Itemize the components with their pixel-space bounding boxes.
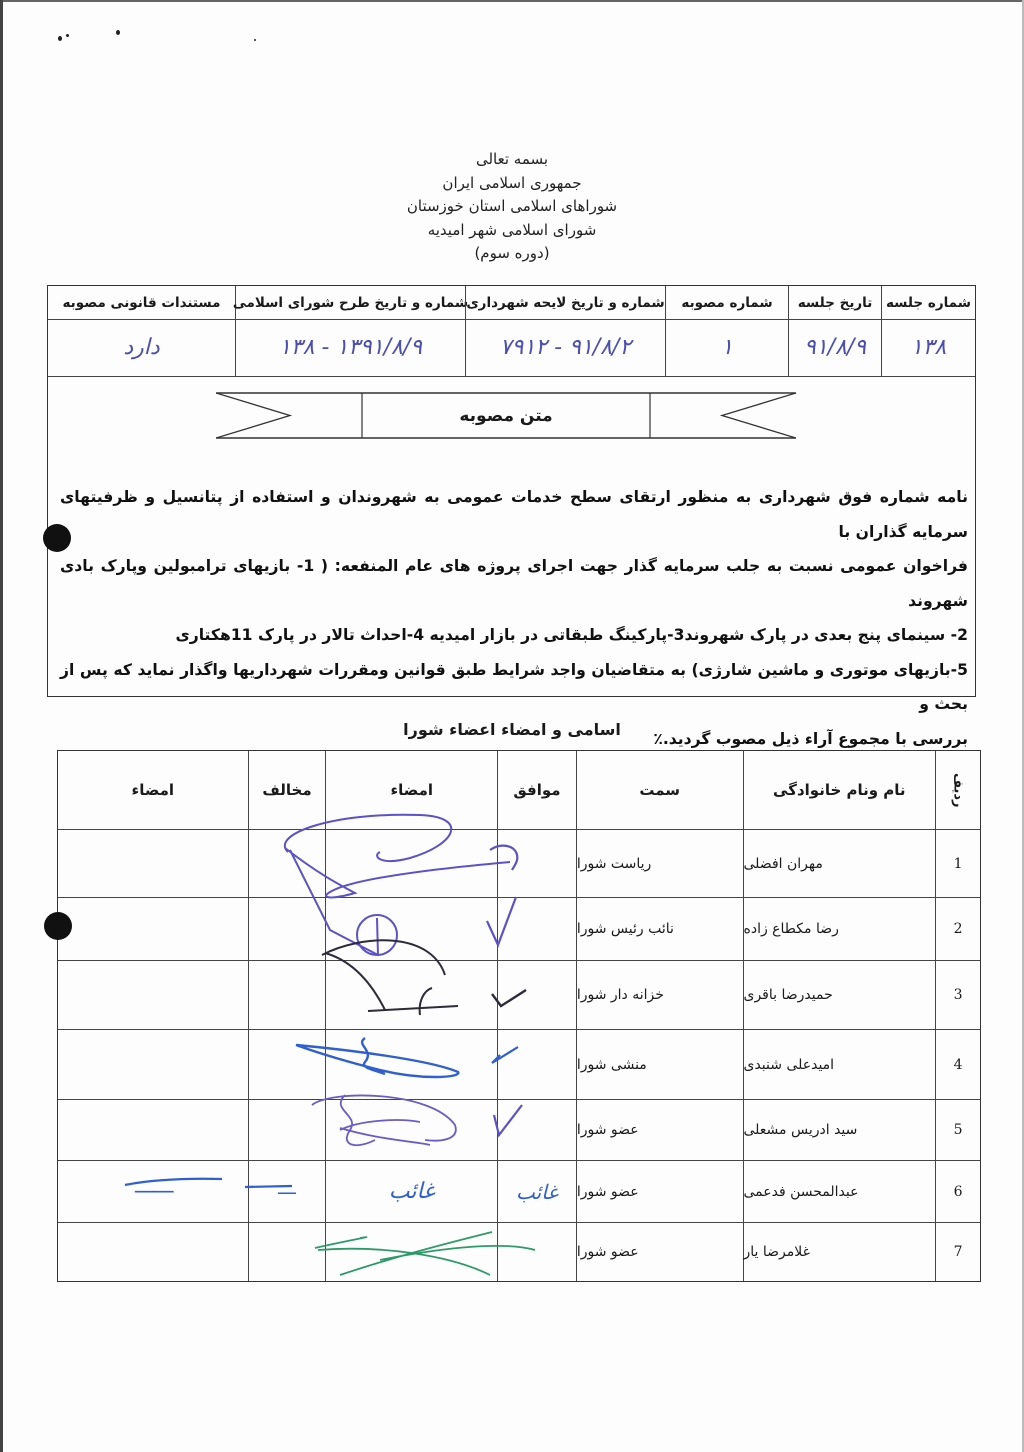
scan-speck xyxy=(58,36,62,41)
header-row-number xyxy=(935,751,980,829)
member-name: رضا مکطاع زاده xyxy=(743,898,936,960)
dash-mark: — xyxy=(276,1179,297,1204)
member-name: مهران افضلی xyxy=(743,830,936,897)
member-row xyxy=(58,1100,980,1161)
member-agree-mark xyxy=(497,1223,576,1281)
header-municipality-bill: شماره و تاریخ لایحه شهرداری xyxy=(465,286,665,319)
member-agree-mark xyxy=(497,961,576,1029)
document-header xyxy=(0,148,1024,266)
member-against xyxy=(248,830,326,897)
members-section-title: اسامی و امضاء اعضاء شورا xyxy=(403,720,621,739)
header-against: مخالف xyxy=(248,751,326,829)
scan-speck xyxy=(116,30,120,35)
header-line-republic: جمهوری اسلامی ایران xyxy=(442,173,582,192)
member-number: 6 xyxy=(935,1161,980,1222)
header-line-province-councils: شوراهای اسلامی استان خوزستان xyxy=(406,197,618,215)
member-agree-mark xyxy=(497,830,576,897)
resolution-line: 5-بازیهای موتوری و ماشین شارژی) به متقاضیان واجد شرایط طبق قوانین ومقررات شهرداریها واگذار نماید که پس از بحث و xyxy=(60,660,968,713)
resolution-body xyxy=(60,480,968,756)
member-name: غلامرضا یار xyxy=(743,1223,936,1281)
member-name: سید ادریس مشعلی xyxy=(743,1100,936,1160)
header-line-bismillah: بسمه تعالی xyxy=(475,150,549,168)
header-full-name: نام ونام خانوادگی xyxy=(743,751,936,829)
value-resolution-number: ۱ xyxy=(665,319,788,376)
member-signature xyxy=(325,1030,497,1099)
member-role: ریاست شورا xyxy=(576,830,743,897)
resolution-line: فراخوان عمومی نسبت به جلب سرمایه گذار جهت اجرای پروژه های عام المنفعه: ( 1- بازیهای ترامبولین وپارک بادی شهروند xyxy=(60,557,969,610)
member-against xyxy=(248,898,326,960)
member-role: عضو شورا xyxy=(576,1223,743,1281)
member-against-dash xyxy=(248,1161,326,1222)
header-line-city-council: شورای اسلامی شهر امیدیه xyxy=(427,220,597,239)
member-row xyxy=(58,898,980,961)
member-signature xyxy=(325,898,497,960)
member-role: منشی شورا xyxy=(576,1030,743,1099)
member-name: حمیدرضا باقری xyxy=(743,961,936,1029)
value-session-number: ۱۳۸ xyxy=(881,319,975,376)
scan-speck xyxy=(254,39,256,41)
member-row xyxy=(58,1030,980,1100)
header-council-plan: شماره و تاریخ طرح شورای اسلامی xyxy=(235,286,465,319)
scan-edge-top xyxy=(0,0,1024,2)
info-table-value-row xyxy=(48,319,975,377)
member-agree-mark xyxy=(497,898,576,960)
member-signature-2 xyxy=(58,1100,248,1160)
member-signature xyxy=(325,1100,497,1160)
scan-speck xyxy=(66,34,69,37)
member-signature-2-dash xyxy=(58,1161,248,1222)
member-signature-2 xyxy=(58,830,248,897)
member-signature xyxy=(325,830,497,897)
member-role: نائب رئیس شورا xyxy=(576,898,743,960)
absent-note: غائب xyxy=(388,1179,435,1204)
header-agree: موافق xyxy=(497,751,576,829)
member-name: عبدالمحسن فدعمی xyxy=(743,1161,936,1222)
value-municipality-bill: ۹۱/۸/۲ - ۷۹۱۲ xyxy=(465,319,665,376)
header-role: سمت xyxy=(576,751,743,829)
resolution-line: نامه شماره فوق شهرداری به منظور ارتقای سطح خدمات عمومی به شهروندان و استفاده از پتانسیل و ظرفیتهای سرمایه گذاران با xyxy=(60,488,968,541)
header-session-number: شماره جلسه xyxy=(881,286,975,319)
member-signature-2 xyxy=(58,1030,248,1099)
member-signature-2 xyxy=(58,898,248,960)
header-resolution-number: شماره مصوبه xyxy=(665,286,788,319)
resolution-title: متن مصوبه xyxy=(459,405,553,426)
header-row-number-label: ردیف xyxy=(950,772,966,808)
member-row xyxy=(58,1223,980,1281)
punch-hole xyxy=(43,524,71,552)
member-number: 7 xyxy=(935,1223,980,1281)
member-name: امیدعلی شنبدی xyxy=(743,1030,936,1099)
absent-note: غائب xyxy=(516,1179,558,1204)
member-number: 5 xyxy=(935,1100,980,1160)
value-session-date: ۹۱/۸/۹ xyxy=(788,319,881,376)
member-agree-absent xyxy=(497,1161,576,1222)
header-legal-documents: مستندات قانونی مصوبه xyxy=(62,294,221,311)
members-header-row xyxy=(58,751,980,830)
punch-hole xyxy=(44,912,72,940)
member-against xyxy=(248,961,326,1029)
header-signature-2: امضاء xyxy=(131,781,175,799)
member-signature xyxy=(325,961,497,1029)
member-signature xyxy=(325,1223,497,1281)
council-members-table xyxy=(57,750,981,1282)
member-number: 2 xyxy=(935,898,980,960)
member-row xyxy=(58,830,980,898)
member-against xyxy=(248,1100,326,1160)
member-row xyxy=(58,1161,980,1223)
member-against xyxy=(248,1223,326,1281)
header-signature: امضاء xyxy=(325,751,497,829)
member-role: خزانه دار شورا xyxy=(576,961,743,1029)
value-legal-documents: دارد xyxy=(123,335,160,360)
resolution-line: 2- سینمای پنج بعدی در پارک شهروند3-پارکینگ طبقاتی در بازار امیدیه 4-احداث تالار در پارک 11هکتاری xyxy=(175,626,968,644)
resolution-title-banner xyxy=(216,392,796,439)
header-line-term: (دوره سوم) xyxy=(474,244,550,262)
member-role: عضو شورا xyxy=(576,1161,743,1222)
member-agree-mark xyxy=(497,1030,576,1099)
dash-mark: —— xyxy=(133,1179,172,1204)
value-council-plan: ۱۳۹۱/۸/۹ - ۱۳۸ xyxy=(235,319,465,376)
info-table-header-row xyxy=(48,286,975,320)
member-number: 4 xyxy=(935,1030,980,1099)
member-signature-2 xyxy=(58,961,248,1029)
member-agree-mark xyxy=(497,1100,576,1160)
member-role: عضو شورا xyxy=(576,1100,743,1160)
member-row xyxy=(58,961,980,1030)
member-signature-absent xyxy=(325,1161,497,1222)
member-signature-2 xyxy=(58,1223,248,1281)
header-session-date: تاریخ جلسه xyxy=(788,286,881,319)
member-number: 3 xyxy=(935,961,980,1029)
member-against xyxy=(248,1030,326,1099)
member-number: 1 xyxy=(935,830,980,897)
resolution-line: بررسی با مجموع آراء ذیل مصوب گردید.٪ xyxy=(653,729,968,748)
